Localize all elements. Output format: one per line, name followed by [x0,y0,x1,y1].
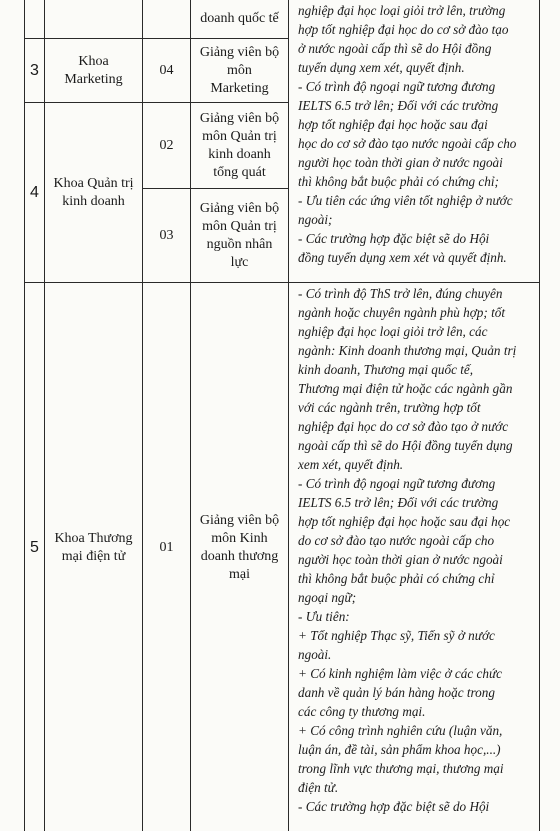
requirements-block-rows-3-4: nghiệp đại học loại giỏi trở lên, trường hợp tốt nghiệp đại học do cơ sở đào tạo ở nước ngoài cấp thì sẽ do Hội đồng tuyển dụng xem xét, quyết định. - Có trình độ ngoại ngữ tương đương IELTS 6.5 trở lên; Đối với các trường hợp tốt nghiệp đại học hoặc sau đại học do cơ sở đào tạo nước ngoài cấp cho người học toàn thời gian ở nước ngoài thì không bắt buộc phải có chứng chỉ; - Ưu tiên các ứng viên tốt nghiệp ở nước ngoài; - Các trường hợp đặc biệt sẽ do Hội đồng tuyển dụng xem xét và quyết định. [298,3,517,265]
row-3-unit [45,39,142,102]
row-4a-quantity: 02 [159,137,174,153]
row-4-unit-text: Khoa Quản trị kinh doanh [53,175,134,209]
row-3-number: 3 [30,61,39,79]
row-3-position [191,39,288,102]
row-4b-position [191,189,288,282]
row-4b-quantity: 03 [159,227,174,243]
row-5-unit [45,283,142,813]
row-3-quantity: 04 [159,62,174,78]
row-5-number: 5 [30,539,39,556]
row-3-unit-text: Khoa Marketing [64,53,123,87]
row-4-unit [45,103,142,282]
table-border-right [539,0,540,831]
row-4b-position-text: Giảng viên bộ môn Quản trị nguồn nhân lực [199,200,280,270]
row-5-position-text: Giảng viên bộ môn Kinh doanh thương mại [199,513,280,582]
row-3-position-text: Giảng viên bộ môn Marketing [199,44,280,96]
position-cell-top: doanh quốc tế [200,11,279,26]
row-5-quantity: 01 [159,540,174,555]
row-4-number: 4 [30,183,39,201]
row-5-position [191,283,288,813]
requirements-block-row-5: - Có trình độ ThS trở lên, đúng chuyên ngành hoặc chuyên ngành phù hợp; tốt nghiệp đại học loại giỏi trở lên, các ngành: Kinh doanh thương mại, Quản trị kinh doanh, Thương mại quốc tế, Thương mại điện tử hoặc các ngành gần với các ngành trên, trường hợp tốt nghiệp đại học do cơ sở đào tạo ở nước ngoài cấp thì sẽ do Hội đồng tuyển dụng xem xét, quyết định. - Có trình độ ngoại ngữ tương đương IELTS 6.5 trở lên; Đối với các trường hợp tốt nghiệp đại học hoặc sau đại học do cơ sở đào tạo nước ngoài cấp cho người học toàn thời gian ở nước ngoài thì không bắt buộc phải có chứng chỉ ngoại ngữ; - Ưu tiên: + Tốt nghiệp Thạc sỹ, Tiến sỹ ở nước ngoài. + Có kinh nghiệm làm việc ở các chức danh về quản lý bán hàng hoặc trong các công ty thương mại. + Có công trình nghiên cứu (luận văn, luận án, đề tài, sản phẩm khoa học,...) trong lĩnh vực thương mại, thương mại điện tử. - Các trường hợp đặc biệt sẽ do Hội [298,286,517,814]
row-4a-position [191,103,288,188]
col-divider-requirements [288,0,289,831]
row-4a-position-text: Giảng viên bộ môn Quản trị kinh doanh tổng quát [199,110,280,180]
row-5-unit-text: Khoa Thương mại điện tử [54,531,133,564]
